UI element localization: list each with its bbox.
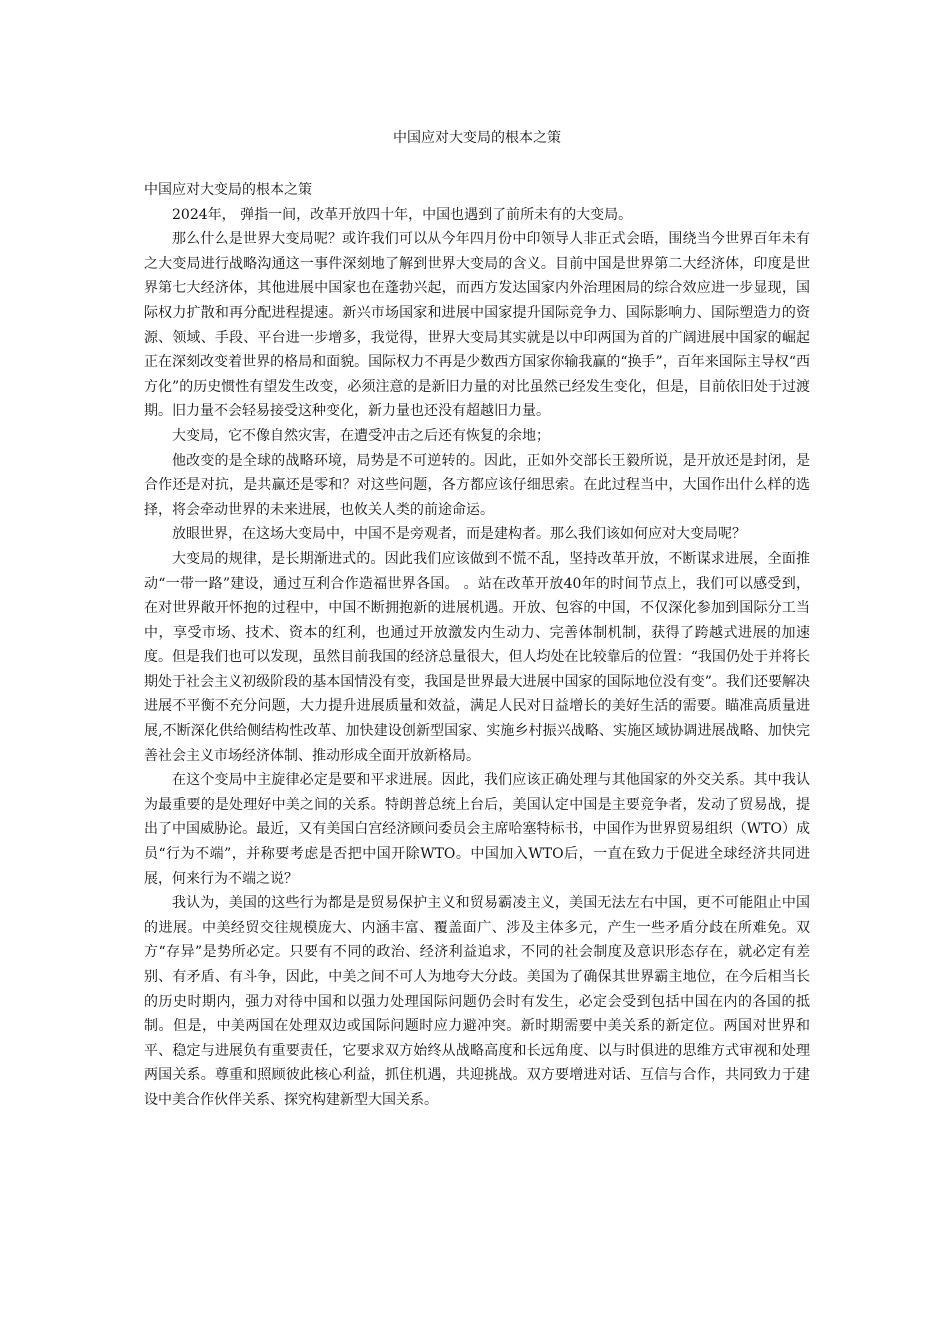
paragraph-7: 在这个变局中主旋律必定是要和平求进展。因此，我们应该正确处理与其他国家的外交关系。其中我认为最重要的是处理好中美之间的关系。特朗普总统上台后，美国认定中国是主要竞争者，发动了贸易战，提出了中国威胁论。最近，又有美国白宫经济顾问委员会主席哈塞特标书，中国作为世界贸易组织（WTO）成员“行为不端”，并称要考虑是否把中国开除WTO。中国加入WTO后，一直在致力于促进全球经济共同进展，何来行为不端之说？ <box>144 772 810 887</box>
paragraph-6: 大变局的规律，是长期渐进式的。因此我们应该做到不慌不乱，坚持改革开放，不断谋求进展，全面推动“一带一路”建设，通过互利合作造福世界各国。 。站在改革开放40年的时间节点上，我们可以感受到，在对世界敞开怀抱的过程中，中国不断拥抱新的进展机遇。开放、包容的中国，不仅深化参加到国际分工当中，享受市场、技术、资本的红利，也通过开放激发内生动力、完善体制机制，获得了跨越式进展的加速度。但是我们也可以发现，虽然目前我国的经济总量很大，但人均处在比较靠后的位置：“我国仍处于并将长期处于社会主义初级阶段的基本国情没有变，我国是世界最大进展中国家的国际地位没有变”。我们还要解决进展不平衡不充分问题，大力提升进展质量和效益，满足人民对日益增长的美好生活的需要。瞄准高质量进展,不断深化供给侧结构性改革、加快建设创新型国家、实施乡村振兴战略、实施区域协调进展战略、加快完善社会主义市场经济体制、推动形成全面开放新格局。 <box>144 550 810 764</box>
document-page <box>144 126 810 1113</box>
paragraph-2: 那么什么是世界大变局呢？或许我们可以从今年四月份中印领导人非正式会晤，围绕当今世界百年未有之大变局进行战略沟通这一事件深刻地了解到世界大变局的含义。目前中国是世界第二大经济体，印度是世界第七大经济体，其他进展中国家也在蓬勃兴起，而西方发达国家内外治理困局的综合效应进一步显现，国际权力扩散和再分配进程提速。新兴市场国家和进展中国家提升国际竞争力、国际影响力、国际塑造力的资源、领域、手段、平台进一步增多，我觉得，世界大变局其实就是以中印两国为首的广阔进展中国家的崛起正在深刻改变着世界的格局和面貌。国际权力不再是少数西方国家你输我赢的“换手”，百年来国际主导权“西方化”的历史惯性有望发生改变，必须注意的是新旧力量的对比虽然已经发生变化，但是，目前依旧处于过渡期。旧力量不会轻易接受这种变化，新力量也还没有超越旧力量。 <box>144 231 810 420</box>
paragraph-1: 2024年， 弹指一间，改革开放四十年，中国也遇到了前所未有的大变局。 <box>172 206 633 223</box>
paragraph-3: 大变局，它不像自然灾害，在遭受冲击之后还有恢复的余地； <box>172 427 550 444</box>
paragraph-5: 放眼世界，在这场大变局中，中国不是旁观者，而是建构者。那么我们该如何应对大变局呢？ <box>172 526 746 543</box>
document-subtitle: 中国应对大变局的根本之策 <box>144 182 312 198</box>
document-title: 中国应对大变局的根本之策 <box>393 130 561 146</box>
paragraph-4: 他改变的是全球的战略环境，局势是不可逆转的。因此，正如外交部长王毅所说，是开放还是封闭，是合作还是对抗，是共赢还是零和？对这些问题，各方都应该仔细思索。在此过程当中，大国作出什么样的选择，将会牵动世界的未来进展，也攸关人类的前途命运。 <box>144 452 810 518</box>
paragraph-8: 我认为，美国的这些行为都是是贸易保护主义和贸易霸凌主义，美国无法左右中国，更不可能阻止中国的进展。中美经贸交往规模庞大、内涵丰富、覆盖面广、涉及主体多元，产生一些矛盾分歧在所难免。双方“存异”是势所必定。只要有不同的政治、经济利益追求，不同的社会制度及意识形态存在，就必定有差别、有矛盾、有斗争，因此，中美之间不可人为地夸大分歧。美国为了确保其世界霸主地位，在今后相当长的历史时期内，强力对待中国和以强力处理国际问题仍会时有发生，必定会受到包括中国在内的各国的抵制。但是，中美两国在处理双边或国际问题时应力避冲突。新时期需要中美关系的新定位。两国对世界和平、稳定与进展负有重要责任，它要求双方始终从战略高度和长远角度、以与时俱进的思维方式审视和处理两国关系。尊重和照顾彼此核心利益，抓住机遇，共迎挑战。双方要增进对话、互信与合作，共同致力于建设中美合作伙伴关系、探究构建新型大国关系。 <box>144 895 810 1108</box>
